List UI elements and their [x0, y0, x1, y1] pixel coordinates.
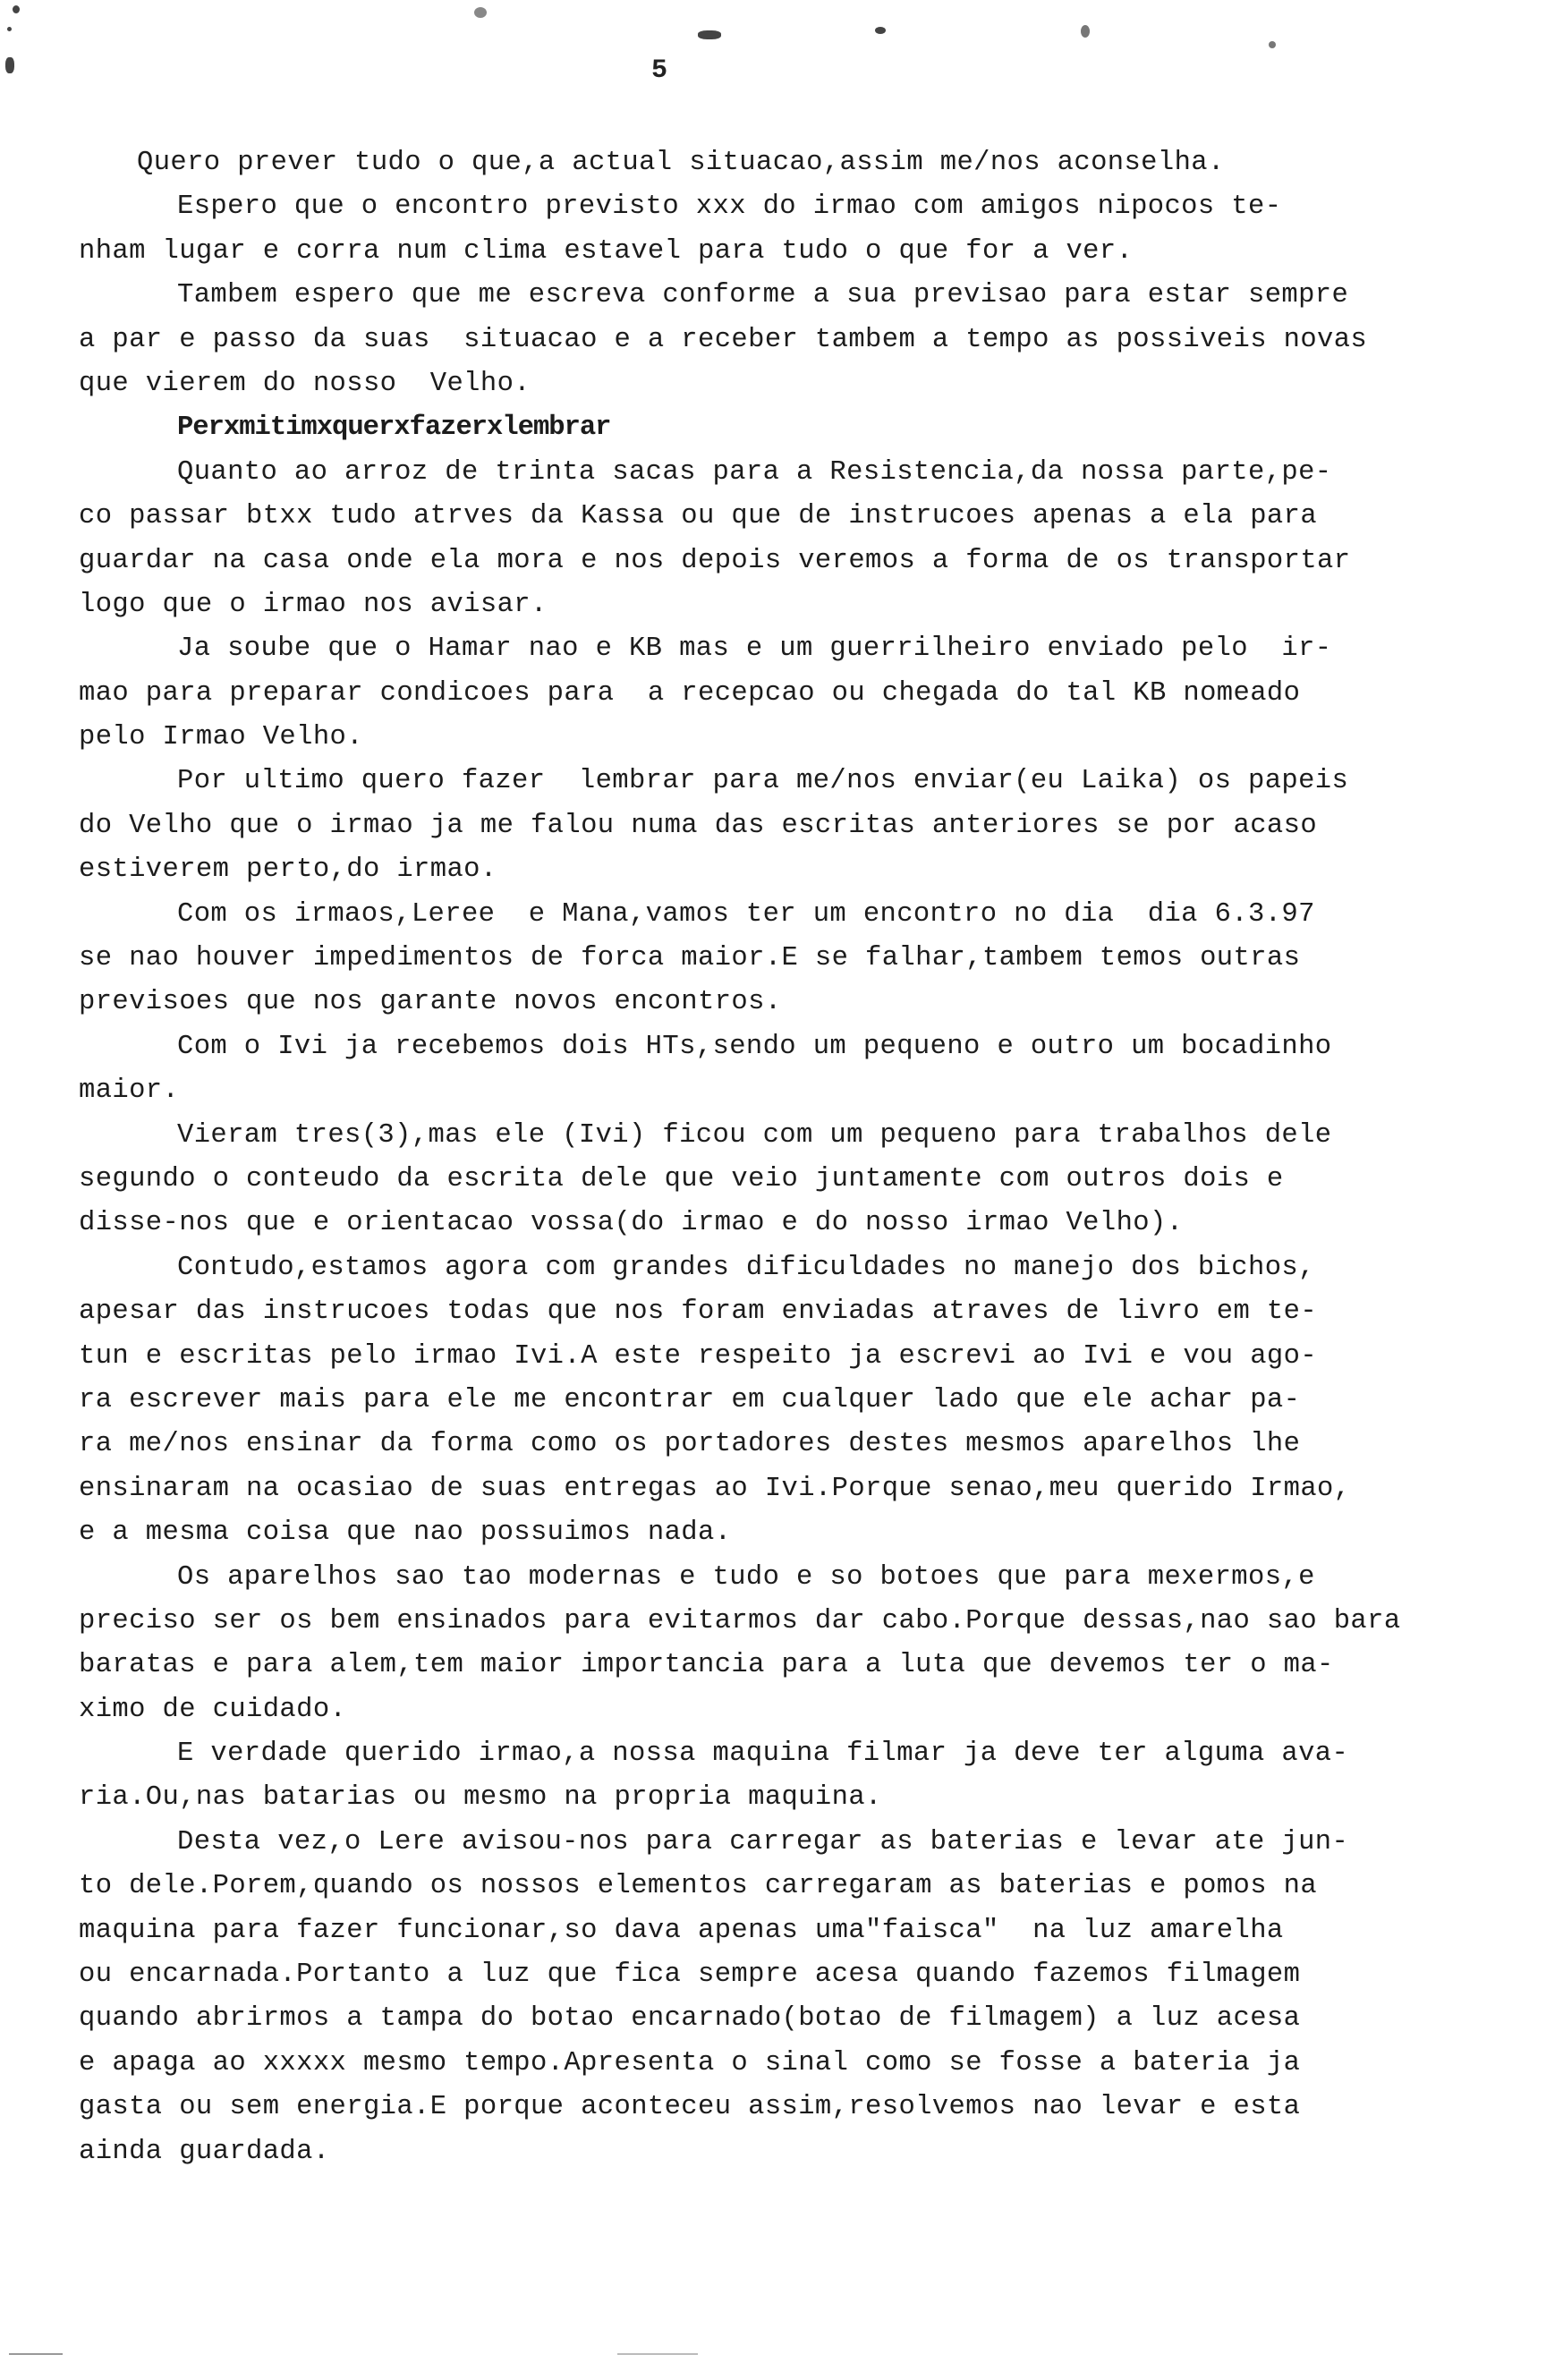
scan-edge-mark [9, 2353, 63, 2355]
text-line: que vierem do nosso Velho. [79, 368, 531, 399]
text-line: co passar btxx tudo atrves da Kassa ou que de instrucoes apenas a ela para [79, 501, 1318, 532]
text-line: maior. [79, 1075, 180, 1107]
text-line: previsoes que nos garante novos encontros. [79, 987, 782, 1018]
text-line: Tambem espero que me escreva conforme a sua previsao para estar sempre [177, 280, 1349, 311]
text-line: ra me/nos ensinar da forma como os portadores destes mesmos aparelhos lhe [79, 1429, 1301, 1460]
text-line: guardar na casa onde ela mora e nos depois veremos a forma de os transportar [79, 545, 1351, 576]
text-line: Com os irmaos,Leree e Mana,vamos ter um encontro no dia dia 6.3.97 [177, 898, 1315, 930]
scan-speck [13, 5, 20, 13]
text-line: Com o Ivi ja recebemos dois HTs,sendo um pequeno e outro um bocadinho [177, 1031, 1332, 1062]
text-line: pelo Irmao Velho. [79, 722, 363, 753]
text-line: Quanto ao arroz de trinta sacas para a Resistencia,da nossa parte,pe- [177, 456, 1332, 488]
text-line: Ja soube que o Hamar nao e KB mas e um guerrilheiro enviado pelo ir- [177, 633, 1332, 665]
letter-body [79, 141, 1457, 2174]
page-number: 5 [651, 55, 668, 86]
text-line: ra escrever mais para ele me encontrar em cualquer lado que ele achar pa- [79, 1384, 1301, 1415]
text-line: Por ultimo quero fazer lembrar para me/nos enviar(eu Laika) os papeis [177, 766, 1349, 797]
scan-speck [698, 30, 721, 39]
text-line: tun e escritas pelo irmao Ivi.A este respeito ja escrevi ao Ivi e vou ago- [79, 1340, 1318, 1372]
text-line: e apaga ao xxxxx mesmo tempo.Apresenta o sinal como se fosse a bateria ja [79, 2047, 1301, 2078]
text-line: ria.Ou,nas batarias ou mesmo na propria maquina. [79, 1782, 882, 1814]
text-line: estiverem perto,do irmao. [79, 854, 497, 886]
text-line: ou encarnada.Portanto a luz que fica sempre acesa quando fazemos filmagem [79, 1959, 1301, 1991]
text-line: e a mesma coisa que nao possuimos nada. [79, 1517, 732, 1549]
text-line: nham lugar e corra num clima estavel para tudo o que for a ver. [79, 235, 1134, 267]
text-line: preciso ser os bem ensinados para evitarmos dar cabo.Porque dessas,nao sao bara [79, 1605, 1401, 1636]
scan-speck [474, 7, 487, 18]
text-line: E verdade querido irmao,a nossa maquina filmar ja deve ter alguma ava- [177, 1738, 1349, 1770]
text-line: quando abrirmos a tampa do botao encarnado(botao de filmagem) a luz acesa [79, 2003, 1301, 2035]
text-line: ximo de cuidado. [79, 1694, 347, 1725]
text-line: Desta vez,o Lere avisou-nos para carregar as baterias e levar ate jun- [177, 1826, 1349, 1857]
text-line: to dele.Porem,quando os nossos elementos carregaram as baterias e pomos na [79, 1871, 1318, 1902]
text-line: a par e passo da suas situacao e a receber tambem a tempo as possiveis novas [79, 324, 1368, 355]
text-line: Quero prever tudo o que,a actual situacao,assim me/nos aconselha. [137, 148, 1225, 178]
text-line: gasta ou sem energia.E porque aconteceu assim,resolvemos nao levar e esta [79, 2092, 1301, 2123]
text-line: ensinaram na ocasiao de suas entregas ao Ivi.Porque senao,meu querido Irmao, [79, 1473, 1351, 1504]
text-line: se nao houver impedimentos de forca maior.E se falhar,tambem temos outras [79, 943, 1301, 974]
text-line: baratas e para alem,tem maior importancia para a luta que devemos ter o ma- [79, 1650, 1334, 1681]
text-line: Contudo,estamos agora com grandes dificuldades no manejo dos bichos, [177, 1252, 1315, 1283]
text-line: Espero que o encontro previsto xxx do irmao com amigos nipocos te- [177, 191, 1282, 223]
scan-speck [1081, 25, 1090, 38]
text-line: segundo o conteudo da escrita dele que veio juntamente com outros dois e [79, 1163, 1284, 1194]
text-line: Vieram tres(3),mas ele (Ivi) ficou com um pequeno para trabalhos dele [177, 1119, 1332, 1151]
scan-speck [875, 27, 886, 34]
text-line: Os aparelhos sao tao modernas e tudo e so botoes que para mexermos,e [177, 1561, 1315, 1593]
text-line: apesar das instrucoes todas que nos foram enviadas atraves de livro em te- [79, 1296, 1318, 1328]
text-line: ainda guardada. [79, 2136, 330, 2167]
text-line: mao para preparar condicoes para a recepcao ou chegada do tal KB nomeado [79, 677, 1301, 709]
scan-edge-mark [617, 2353, 698, 2355]
text-line: disse-nos que e orientacao vossa(do irmao e do nosso irmao Velho). [79, 1208, 1184, 1239]
struck-out-line: Perxmitimxquerxfazerxlembrar [177, 412, 611, 444]
text-line: maquina para fazer funcionar,so dava apenas uma"faisca" na luz amarelha [79, 1915, 1284, 1946]
text-line: do Velho que o irmao ja me falou numa das escritas anteriores se por acaso [79, 810, 1318, 841]
scan-speck [5, 57, 14, 73]
scan-speck [7, 27, 12, 31]
text-line: logo que o irmao nos avisar. [79, 589, 548, 620]
scan-speck [1269, 41, 1276, 48]
